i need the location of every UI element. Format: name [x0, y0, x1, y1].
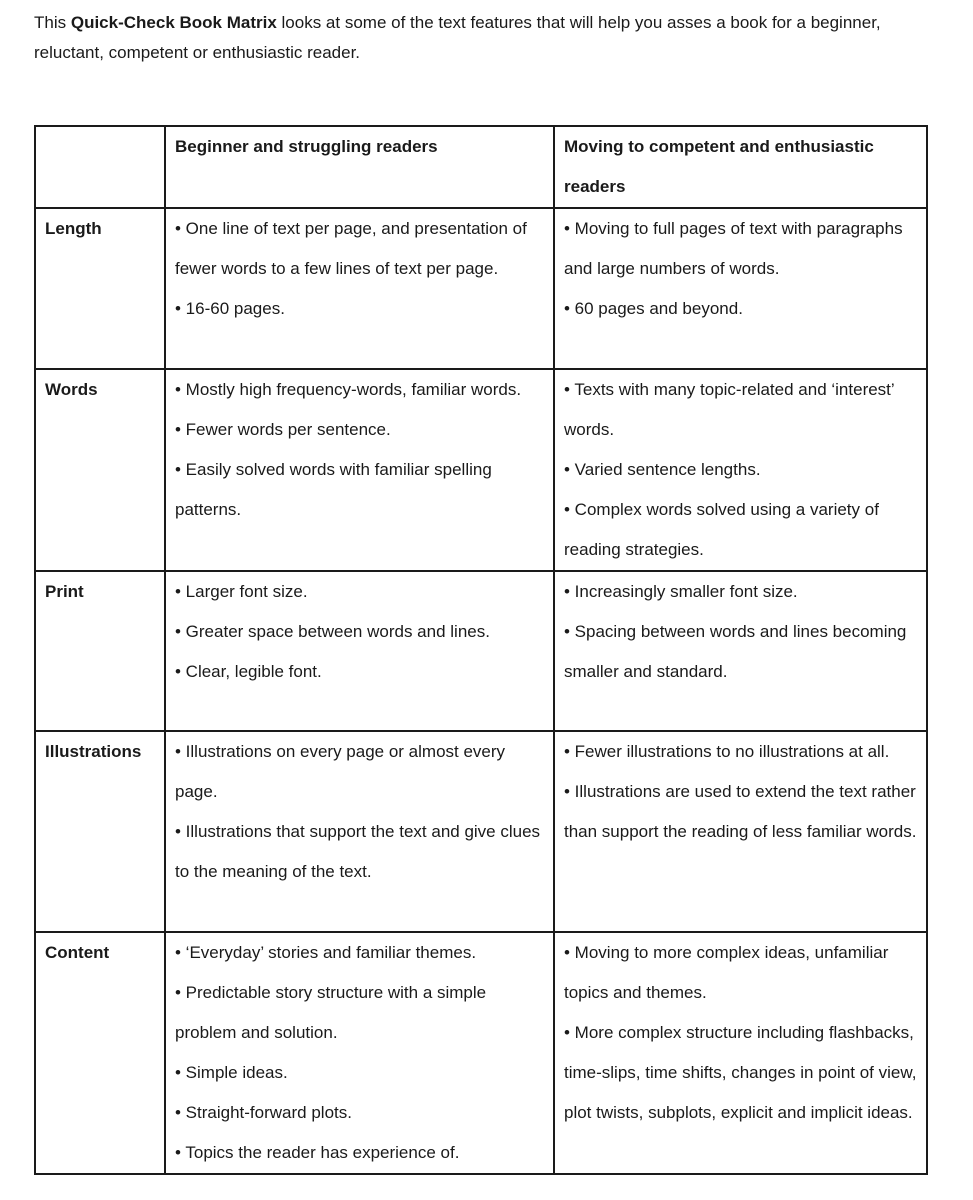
list-item: • Increasingly smaller font size.	[564, 582, 798, 601]
cell-length-beginner	[165, 208, 554, 369]
cell-content-beginner	[165, 932, 554, 1174]
row-label-content: Content	[35, 932, 165, 1174]
row-label-illustrations: Illustrations	[35, 731, 165, 932]
header-corner-cell	[35, 126, 165, 208]
list-item: • Illustrations are used to extend the text rather than support the reading of less familiar words.	[564, 782, 917, 841]
list-item: • Easily solved words with familiar spelling patterns.	[175, 460, 492, 519]
table-header-row	[35, 126, 927, 208]
list-item: • Clear, legible font.	[175, 662, 322, 681]
list-item: • Spacing between words and lines becoming smaller and standard.	[564, 622, 907, 681]
list-item: • Topics the reader has experience of.	[175, 1143, 460, 1162]
list-item: • Illustrations on every page or almost every page.	[175, 742, 506, 801]
list-item: • Greater space between words and lines.	[175, 622, 490, 641]
list-item: • Illustrations that support the text and give clues to the meaning of the text.	[175, 822, 541, 881]
table-row-length	[35, 208, 927, 369]
table-row-print	[35, 571, 927, 731]
cell-length-competent	[554, 208, 927, 369]
list-item: • Moving to more complex ideas, unfamiliar topics and themes.	[564, 943, 889, 1002]
list-item: • Texts with many topic-related and ‘interest’ words.	[564, 380, 895, 439]
intro-paragraph	[34, 8, 939, 68]
cell-words-beginner	[165, 369, 554, 571]
table-row-content	[35, 932, 927, 1174]
list-item: • Simple ideas.	[175, 1063, 288, 1082]
table-row-illustrations	[35, 731, 927, 932]
cell-print-competent	[554, 571, 927, 731]
list-item: • 16-60 pages.	[175, 299, 285, 318]
table-row-words	[35, 369, 927, 571]
header-beginner-readers: Beginner and struggling readers	[165, 126, 554, 208]
list-item: • Fewer words per sentence.	[175, 420, 391, 439]
cell-illustrations-competent	[554, 731, 927, 932]
cell-words-competent	[554, 369, 927, 571]
list-item: • Larger font size.	[175, 582, 308, 601]
list-item: • 60 pages and beyond.	[564, 299, 743, 318]
row-label-length: Length	[35, 208, 165, 369]
list-item: • Mostly high frequency-words, familiar words.	[175, 380, 522, 399]
row-label-words: Words	[35, 369, 165, 571]
intro-bold-title: Quick-Check Book Matrix	[70, 13, 277, 32]
cell-illustrations-beginner	[165, 731, 554, 932]
list-item: • Predictable story structure with a simple problem and solution.	[175, 983, 487, 1042]
list-item: • Straight-forward plots.	[175, 1103, 352, 1122]
header-competent-readers: Moving to competent and enthusiastic readers	[554, 126, 927, 208]
intro-prefix: This	[34, 13, 71, 32]
list-item: • One line of text per page, and presentation of fewer words to a few lines of text per page.	[175, 219, 527, 278]
list-item: • ‘Everyday’ stories and familiar themes.	[175, 943, 477, 962]
list-item: • Fewer illustrations to no illustrations at all.	[564, 742, 890, 761]
book-matrix-table	[34, 125, 928, 1175]
list-item: • Varied sentence lengths.	[564, 460, 761, 479]
row-label-print: Print	[35, 571, 165, 731]
list-item: • Complex words solved using a variety of reading strategies.	[564, 500, 879, 559]
cell-print-beginner	[165, 571, 554, 731]
cell-content-competent	[554, 932, 927, 1174]
list-item: • More complex structure including flashbacks, time-slips, time shifts, changes in point of view, plot twists, subplots, explicit and implicit ideas.	[564, 1023, 917, 1122]
list-item: • Moving to full pages of text with paragraphs and large numbers of words.	[564, 219, 903, 278]
intro-suffix: looks at some of the text features that will help you asses a book for a beginner, reluctant, competent or enthusiastic reader.	[34, 13, 881, 62]
